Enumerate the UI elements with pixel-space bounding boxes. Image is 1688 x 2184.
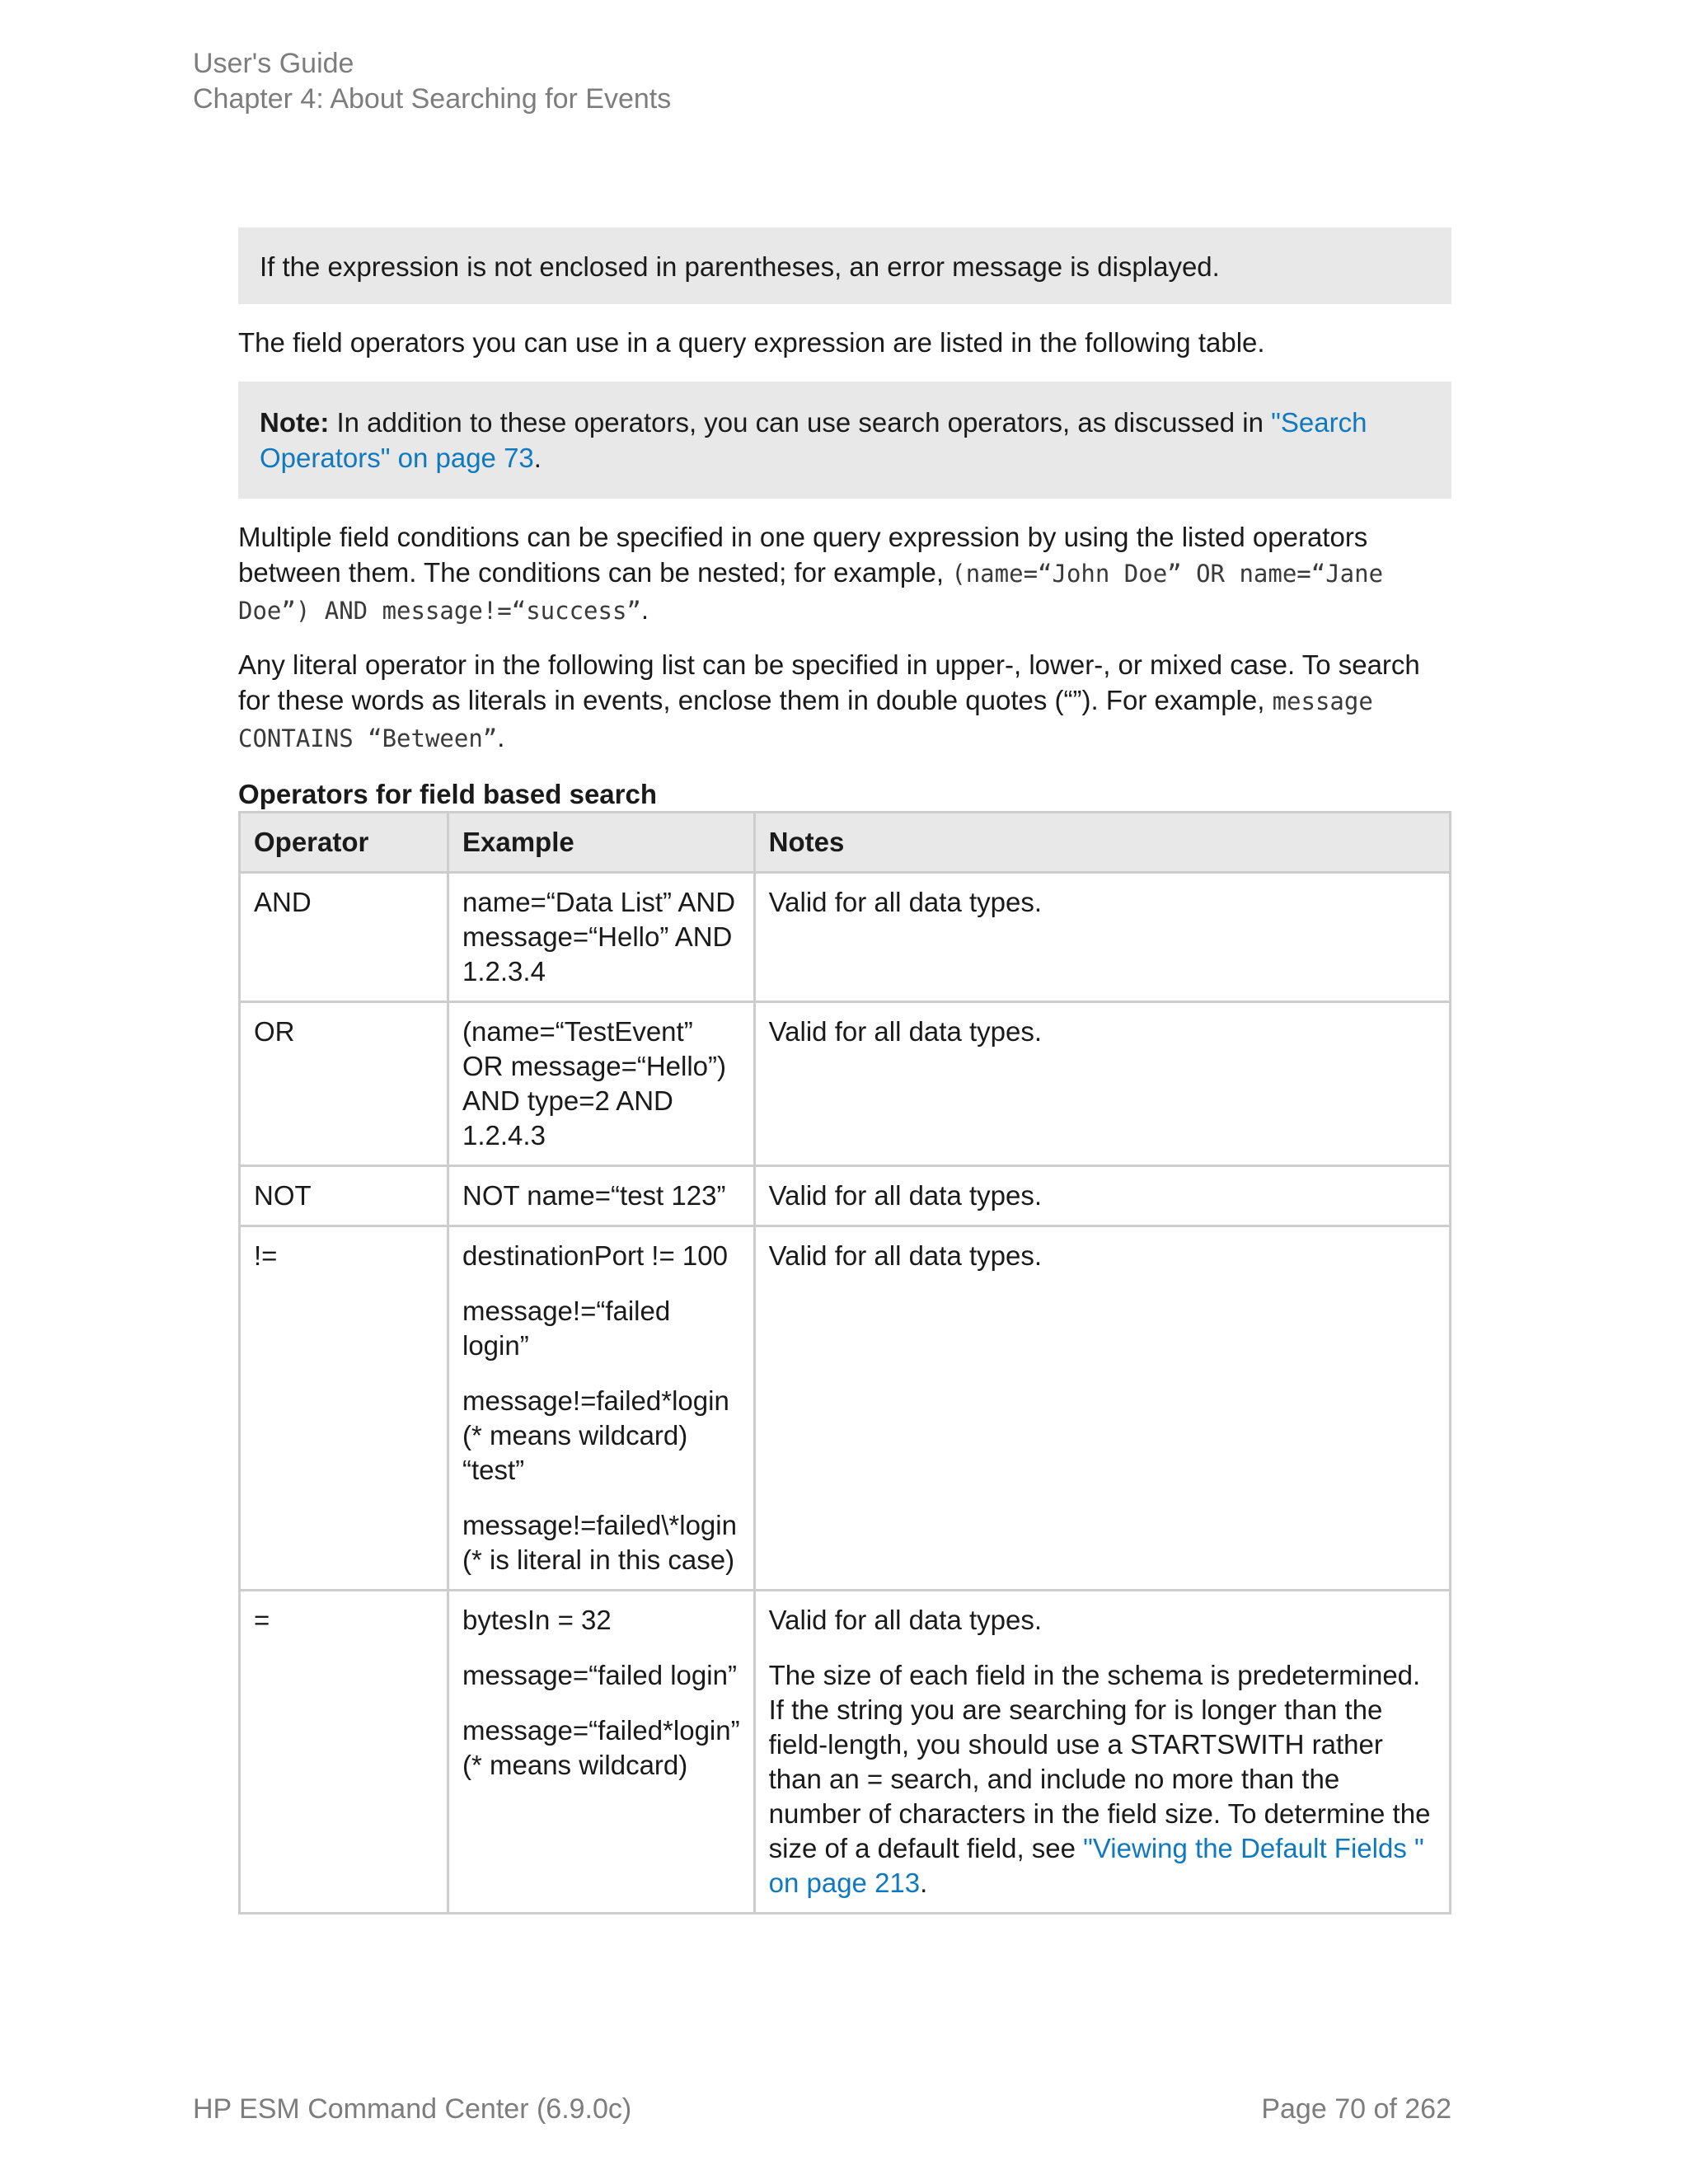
paragraph-nesting-end: . <box>640 594 649 625</box>
note-end: . <box>533 443 542 473</box>
field-size-note-end: . <box>920 1868 928 1898</box>
footer-page-number: Page 70 of 262 <box>1261 2093 1451 2125</box>
operator-cell: != <box>240 1226 448 1591</box>
field-size-note <box>769 1658 1436 1900</box>
example-cell <box>448 1166 755 1226</box>
notes-text: Valid for all data types. <box>768 1180 1043 1211</box>
search-operators-link[interactable]: "Search Operators" on page 73 <box>260 407 1367 473</box>
header-operator: Operator <box>240 813 448 873</box>
note-text: In addition to these operators, you can use search operators, as discussed in <box>329 407 1272 438</box>
main-content <box>238 227 1451 1915</box>
chapter-title: Chapter 4: About Searching for Events <box>193 83 672 115</box>
paragraph-nesting-text: Multiple field conditions can be specified in one query expression by using the listed operators between them. The conditions can be nested; for example, <box>238 522 1368 588</box>
operator-cell: = <box>240 1591 448 1914</box>
notes-cell <box>754 1591 1450 1914</box>
example-text: bytesIn = 32 <box>462 1605 612 1635</box>
nesting-code: (name=“John Doe” OR name=“Jane Doe”) AND message!=“success” <box>238 560 1384 625</box>
example-text: message!=failed*login (* means wildcard) “test” <box>462 1385 729 1485</box>
notes-text: Valid for all data types. <box>768 887 1043 917</box>
example-text: message=“failed login” <box>462 1660 737 1690</box>
paragraph-literal-text: Any literal operator in the following list can be specified in upper-, lower-, or mixed case. To search for these words as literals in events, enclose them in double quotes (“”). For example, <box>238 649 1420 715</box>
example-cell <box>448 1002 755 1166</box>
example-cell <box>448 1226 755 1591</box>
paragraph-literal-end: . <box>497 722 505 752</box>
paragraph-intro: The field operators you can use in a query expression are listed in the following table. <box>238 327 1265 358</box>
example-cell <box>448 1591 755 1914</box>
operators-table <box>238 811 1451 1915</box>
example-text: NOT name=“test 123” <box>462 1180 726 1211</box>
example-text: name=“Data List” AND message=“Hello” AND 1.2.3.4 <box>462 887 736 987</box>
literal-code: message CONTAINS “Between” <box>238 687 1373 752</box>
header-notes: Notes <box>754 813 1450 873</box>
table-row <box>240 1166 1451 1226</box>
field-size-note-text: The size of each field in the schema is predetermined. If the string you are searching for is longer than the field-length, you should use a STARTSWITH rather than an = search, and include no more than the number of characters in the field size. To determine the size of a default field, see <box>768 1660 1431 1863</box>
table-row <box>240 873 1451 1002</box>
table-row <box>240 1002 1451 1166</box>
paragraph-literal <box>238 647 1451 757</box>
notes-cell <box>754 1166 1450 1226</box>
note-label: Note: <box>260 407 330 438</box>
info-box: If the expression is not enclosed in parentheses, an error message is displayed. <box>238 227 1451 304</box>
page-header <box>193 46 671 117</box>
example-text: message!=failed\*login (* is literal in this case) <box>462 1510 737 1575</box>
table-caption: Operators for field based search <box>238 779 658 809</box>
note-box <box>238 382 1451 499</box>
guide-title: User's Guide <box>193 48 354 79</box>
header-example: Example <box>448 813 755 873</box>
table-row <box>240 1226 1451 1591</box>
notes-text: Valid for all data types. <box>768 1016 1043 1047</box>
operator-cell: NOT <box>240 1166 448 1226</box>
operator-cell: OR <box>240 1002 448 1166</box>
example-text: message=“failed*login” (* means wildcard) <box>462 1715 740 1780</box>
notes-text: Valid for all data types. <box>768 1240 1043 1271</box>
table-header-row <box>240 813 1451 873</box>
default-fields-link[interactable]: "Viewing the Default Fields " on page 213 <box>768 1833 1424 1898</box>
footer-product: HP ESM Command Center (6.9.0c) <box>193 2093 632 2125</box>
example-text: destinationPort != 100 <box>462 1240 728 1271</box>
notes-cell <box>754 1226 1450 1591</box>
notes-cell <box>754 1002 1450 1166</box>
paragraph-nesting <box>238 519 1451 629</box>
example-text: message!=“failed login” <box>462 1296 671 1361</box>
example-cell <box>448 873 755 1002</box>
operator-cell: AND <box>240 873 448 1002</box>
notes-cell <box>754 873 1450 1002</box>
table-row <box>240 1591 1451 1914</box>
example-text: (name=“TestEvent” OR message=“Hello”) AND type=2 AND 1.2.4.3 <box>462 1016 727 1151</box>
notes-text: Valid for all data types. <box>768 1605 1043 1635</box>
